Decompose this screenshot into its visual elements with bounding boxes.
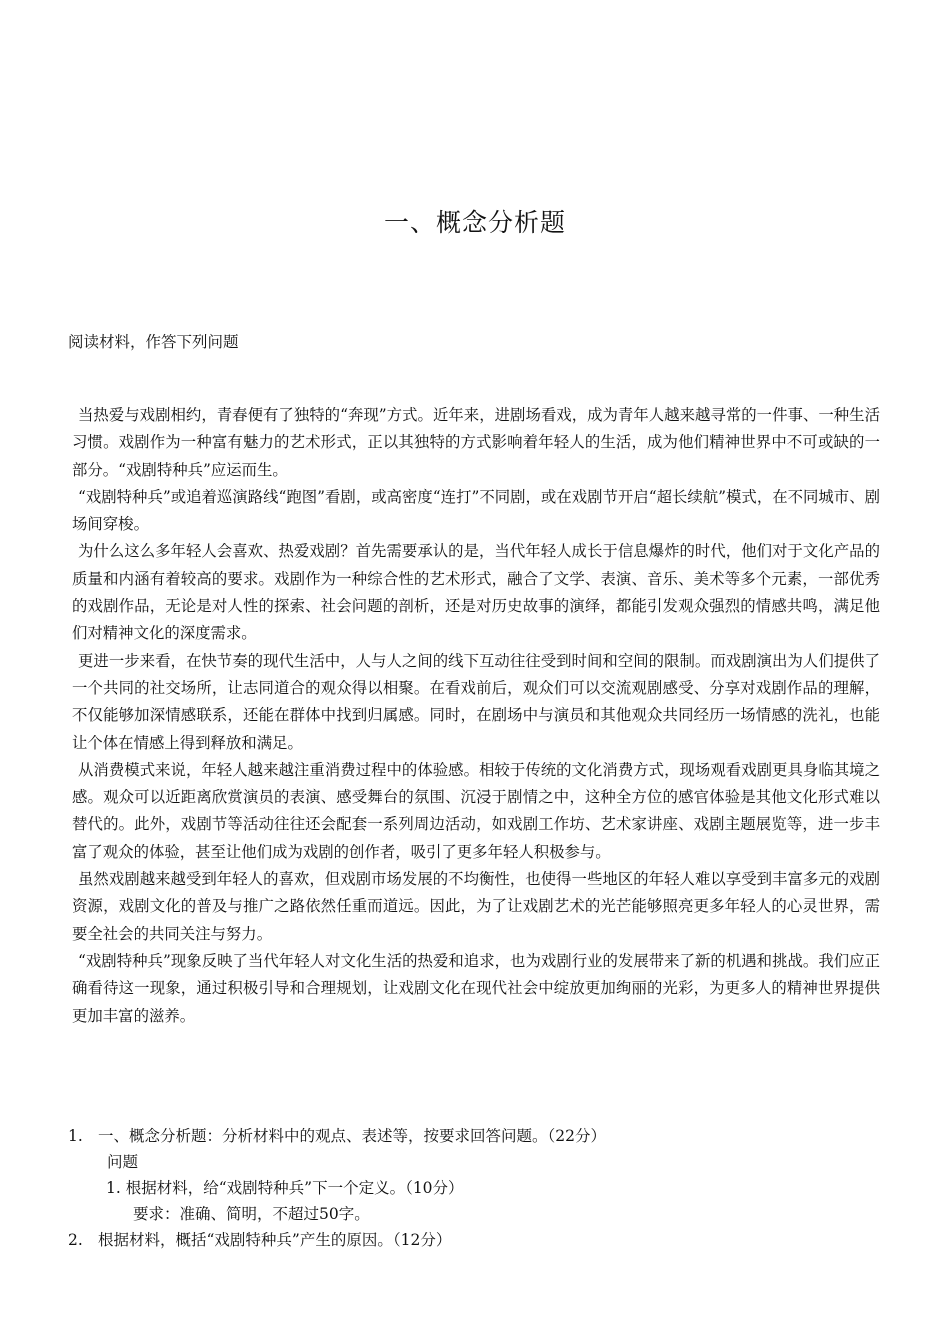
sub-heading: 问题 (107, 1153, 139, 1171)
question-2 (68, 1227, 888, 1253)
question-number: 1. (68, 1127, 83, 1145)
passage-paragraph: “戏剧特种兵”现象反映了当代年轻人对文化生活的热爱和追求，也为戏剧行业的发展带来了新的机遇和挑战。我们应正确看待这一现象，通过积极引导和合理规划，让戏剧文化在现代社会中绽放更加绚丽的光彩，为更多人的精神世界提供更加丰富的滋养。 (72, 951, 880, 1025)
sub-question-1: 1. 根据材料，给“戏剧特种兵”下一个定义。（10分） (106, 1179, 464, 1197)
reading-passage (72, 402, 880, 1030)
question-list (68, 1123, 888, 1253)
question-text: 根据材料，概括“戏剧特种兵”产生的原因。（12分） (98, 1231, 452, 1249)
passage-paragraph: 为什么这么多年轻人会喜欢、热爱戏剧？首先需要承认的是，当代年轻人成长于信息爆炸的时代，他们对于文化产品的质量和内涵有着较高的要求。戏剧作为一种综合性的艺术形式，融合了文学、表演、音乐、美术等多个元素，一部优秀的戏剧作品，无论是对人性的探索、社会问题的剖析，还是对历史故事的演绎，都能引发观众强烈的情感共鸣，满足他们对精神文化的深度需求。 (72, 542, 880, 643)
sub-question-requirement: 要求：准确、简明，不超过50字。 (133, 1205, 370, 1223)
passage-paragraph: 当热爱与戏剧相约，青春便有了独特的“奔现”方式。近年来，进剧场看戏，成为青年人越来越寻常的一件事、一种生活习惯。戏剧作为一种富有魅力的艺术形式，正以其独特的方式影响着年轻人的生活，成为他们精神世界中不可或缺的一部分。“戏剧特种兵”应运而生。 (72, 406, 880, 479)
question-number: 2. (68, 1231, 83, 1249)
passage-paragraph: “戏剧特种兵”或追着巡演路线“跑图”看剧，或高密度“连打”不同剧，或在戏剧节开启“超长续航”模式，在不同城市、剧场间穿梭。 (72, 487, 880, 534)
instruction-text: 阅读材料，作答下列问题 (68, 333, 239, 351)
passage-paragraph: 更进一步来看，在快节奏的现代生活中，人与人之间的线下互动往往受到时间和空间的限制。而戏剧演出为人们提供了一个共同的社交场所，让志同道合的观众得以相聚。在看戏前后，观众们可以交流观剧感受、分享对戏剧作品的理解，不仅能够加深情感联系，还能在群体中找到归属感。同时，在剧场中与演员和其他观众共同经历一场情感的洗礼，也能让个体在情感上得到释放和满足。 (72, 651, 880, 752)
passage-paragraph: 从消费模式来说，年轻人越来越注重消费过程中的体验感。相较于传统的文化消费方式，现场观看戏剧更具身临其境之感。观众可以近距离欣赏演员的表演、感受舞台的氛围、沉浸于剧情之中，这种全方位的感官体验是其他文化形式难以替代的。此外，戏剧节等活动往往还会配套一系列周边活动，如戏剧工作坊、艺术家讲座、戏剧主题展览等，进一步丰富了观众的体验，甚至让他们成为戏剧的创作者，吸引了更多年轻人积极参与。 (72, 760, 880, 861)
section-title: 一、概念分析题 (383, 208, 566, 237)
passage-paragraph: 虽然戏剧越来越受到年轻人的喜欢，但戏剧市场发展的不均衡性，也使得一些地区的年轻人难以享受到丰富多元的戏剧资源，戏剧文化的普及与推广之路依然任重而道远。因此，为了让戏剧艺术的光芒能够照亮更多年轻人的心灵世界，需要全社会的共同关注与努力。 (72, 870, 880, 943)
question-text: 一、概念分析题：分析材料中的观点、表述等，按要求回答问题。（22分） (98, 1127, 606, 1145)
question-1 (68, 1123, 888, 1149)
